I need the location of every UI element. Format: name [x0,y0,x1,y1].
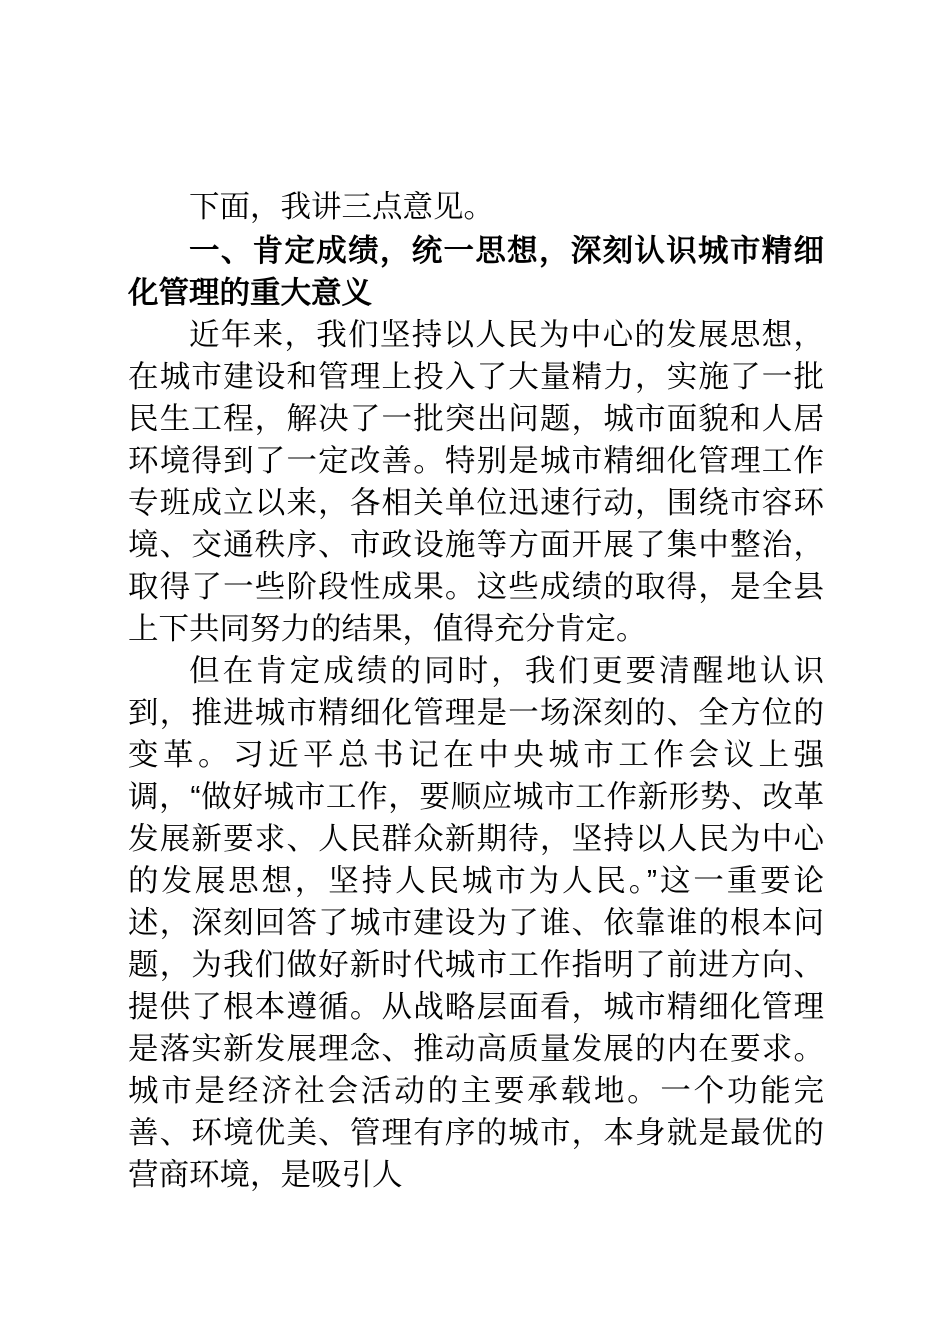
body-paragraph-1: 近年来，我们坚持以人民为中心的发展思想，在城市建设和管理上投入了大量精力，实施了一批民生工程，解决了一批突出问题，城市面貌和人居环境得到了一定改善。特别是城市精细化管理工作专班成立以来，各相关单位迅速行动，围绕市容环境、交通秩序、市政设施等方面开展了集中整治，取得了一些阶段性成果。这些成绩的取得，是全县上下共同努力的结果，值得充分肯定。 [128,318,824,646]
document-body [128,186,824,1196]
lead-in-paragraph: 下面，我讲三点意见。 [189,190,494,224]
body-paragraph-2: 但在肯定成绩的同时，我们更要清醒地认识到，推进城市精细化管理是一场深刻的、全方位的变革。习近平总书记在中央城市工作会议上强调，“做好城市工作，要顺应城市工作新形势、改革发展新要求、人民群众新期待，坚持以人民为中心的发展思想，坚持人民城市为人民。”这一重要论述，深刻回答了城市建设为了谁、依靠谁的根本问题，为我们做好新时代城市工作指明了前进方向、提供了根本遵循。从战略层面看，城市精细化管理是落实新发展理念、推动高质量发展的内在要求。城市是经济社会活动的主要承载地。一个功能完善、环境优美、管理有序的城市，本身就是最优的营商环境，是吸引人 [128,654,824,1192]
section-heading-one: 一、肯定成绩，统一思想，深刻认识城市精细化管理的重大意义 [128,234,824,310]
